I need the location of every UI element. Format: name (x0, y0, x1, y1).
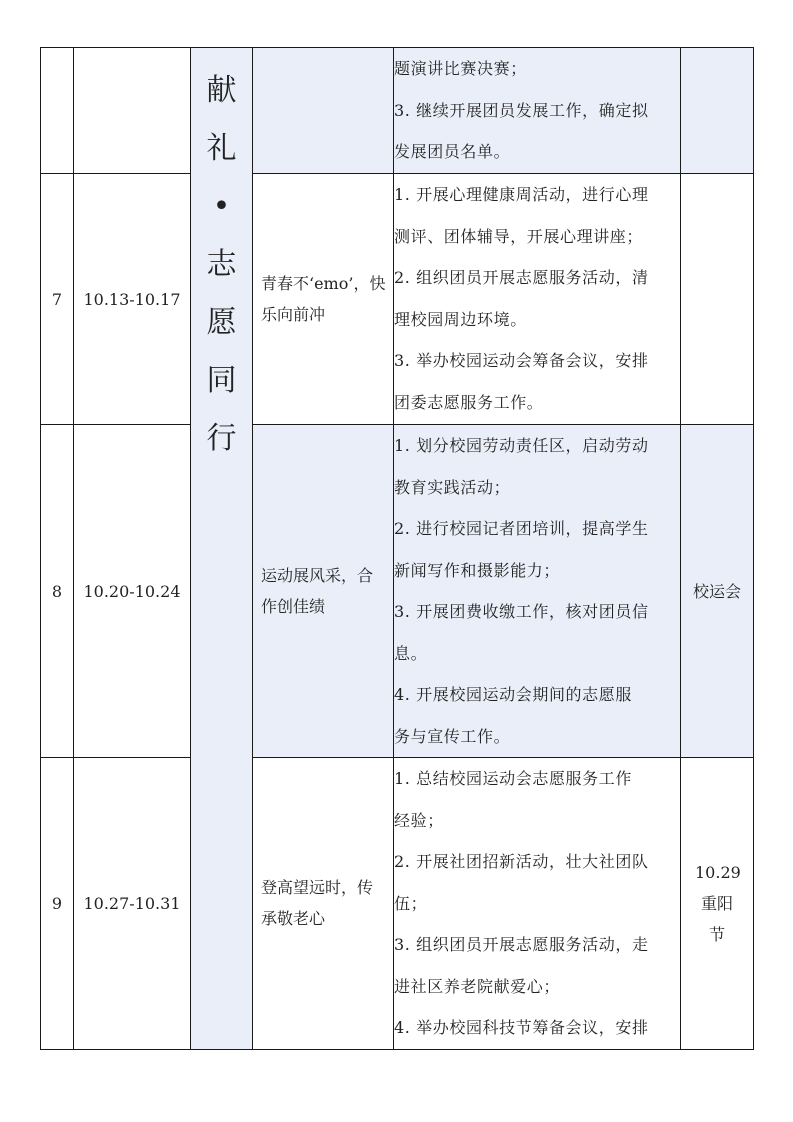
date-range-cell (74, 48, 191, 174)
week-number-cell: 7 (41, 174, 74, 425)
weekly-theme-cell: 青春不‘emo’，快乐向前冲 (253, 174, 394, 425)
weekly-theme-cell: 运动展风采，合作创佳绩 (253, 425, 394, 758)
theme-char: • (212, 189, 231, 224)
vertical-theme-text (191, 48, 252, 468)
weekly-theme-cell (253, 48, 394, 174)
date-range-cell: 10.13-10.17 (74, 174, 191, 425)
note-cell: 校运会 (681, 425, 754, 758)
content-line: 进社区养老院献爱心； (394, 976, 561, 996)
content-line: 1. 总结校园运动会志愿服务工作 (394, 769, 632, 788)
weekly-theme-cell: 登高望远时，传承敬老心 (253, 758, 394, 1050)
content-line: 息。 (394, 643, 428, 663)
content-line: 发展团员名单。 (394, 142, 511, 161)
content-line: 新闻写作和摄影能力； (394, 560, 561, 580)
table-row (41, 758, 754, 1050)
content-line: 伍； (394, 893, 428, 913)
content-line: 2. 进行校园记者团培训，提高学生 (394, 519, 649, 538)
theme-char: 行 (206, 421, 237, 456)
content-line: 1. 划分校园劳动责任区，启动劳动 (394, 436, 649, 455)
week-number-cell: 9 (41, 758, 74, 1050)
theme-char: 献 (206, 73, 237, 108)
theme-char: 愿 (206, 305, 237, 340)
content-line: 务与宣传工作。 (394, 726, 511, 746)
content-line: 2. 组织团员开展志愿服务活动，清 (394, 268, 649, 287)
content-line: 3. 继续开展团员发展工作，确定拟 (394, 100, 649, 120)
theme-char: 同 (206, 363, 237, 398)
content-line: 团委志愿服务工作。 (394, 392, 544, 412)
content-cell (394, 48, 681, 174)
content-cell (394, 174, 681, 425)
activity-plan-sheet (40, 47, 753, 1049)
content-line: 测评、团体辅导，开展心理讲座； (394, 226, 644, 246)
note-cell (681, 174, 754, 425)
content-line: 题演讲比赛决赛； (394, 59, 527, 78)
content-line: 2. 开展社团招新活动，壮大社团队 (394, 852, 649, 871)
content-line: 理校园周边环境。 (394, 309, 527, 329)
vertical-theme-cell (191, 48, 253, 1050)
content-cell (394, 425, 681, 758)
content-line: 4. 举办校园科技节筹备会议，安排 (394, 1018, 649, 1037)
date-range-cell: 10.27-10.31 (74, 758, 191, 1050)
date-range-cell: 10.20-10.24 (74, 425, 191, 758)
table-row (41, 174, 754, 425)
content-line: 经验； (394, 810, 444, 830)
content-line: 4. 开展校园运动会期间的志愿服 (394, 685, 632, 704)
content-line: 3. 举办校园运动会筹备会议，安排 (394, 351, 649, 370)
note-cell (681, 48, 754, 174)
theme-char: 礼 (206, 131, 237, 166)
content-line: 教育实践活动； (394, 477, 511, 497)
activity-plan-table (40, 47, 754, 1050)
theme-char: 志 (206, 247, 237, 282)
week-number-cell (41, 48, 74, 174)
table-row (41, 425, 754, 758)
table-row (41, 48, 754, 174)
content-line: 1. 开展心理健康周活动，进行心理 (394, 185, 649, 204)
content-cell (394, 758, 681, 1050)
content-line: 3. 组织团员开展志愿服务活动，走 (394, 935, 649, 954)
note-cell: 10.29重阳节 (681, 758, 754, 1050)
week-number-cell: 8 (41, 425, 74, 758)
content-line: 3. 开展团费收缴工作，核对团员信 (394, 602, 649, 621)
